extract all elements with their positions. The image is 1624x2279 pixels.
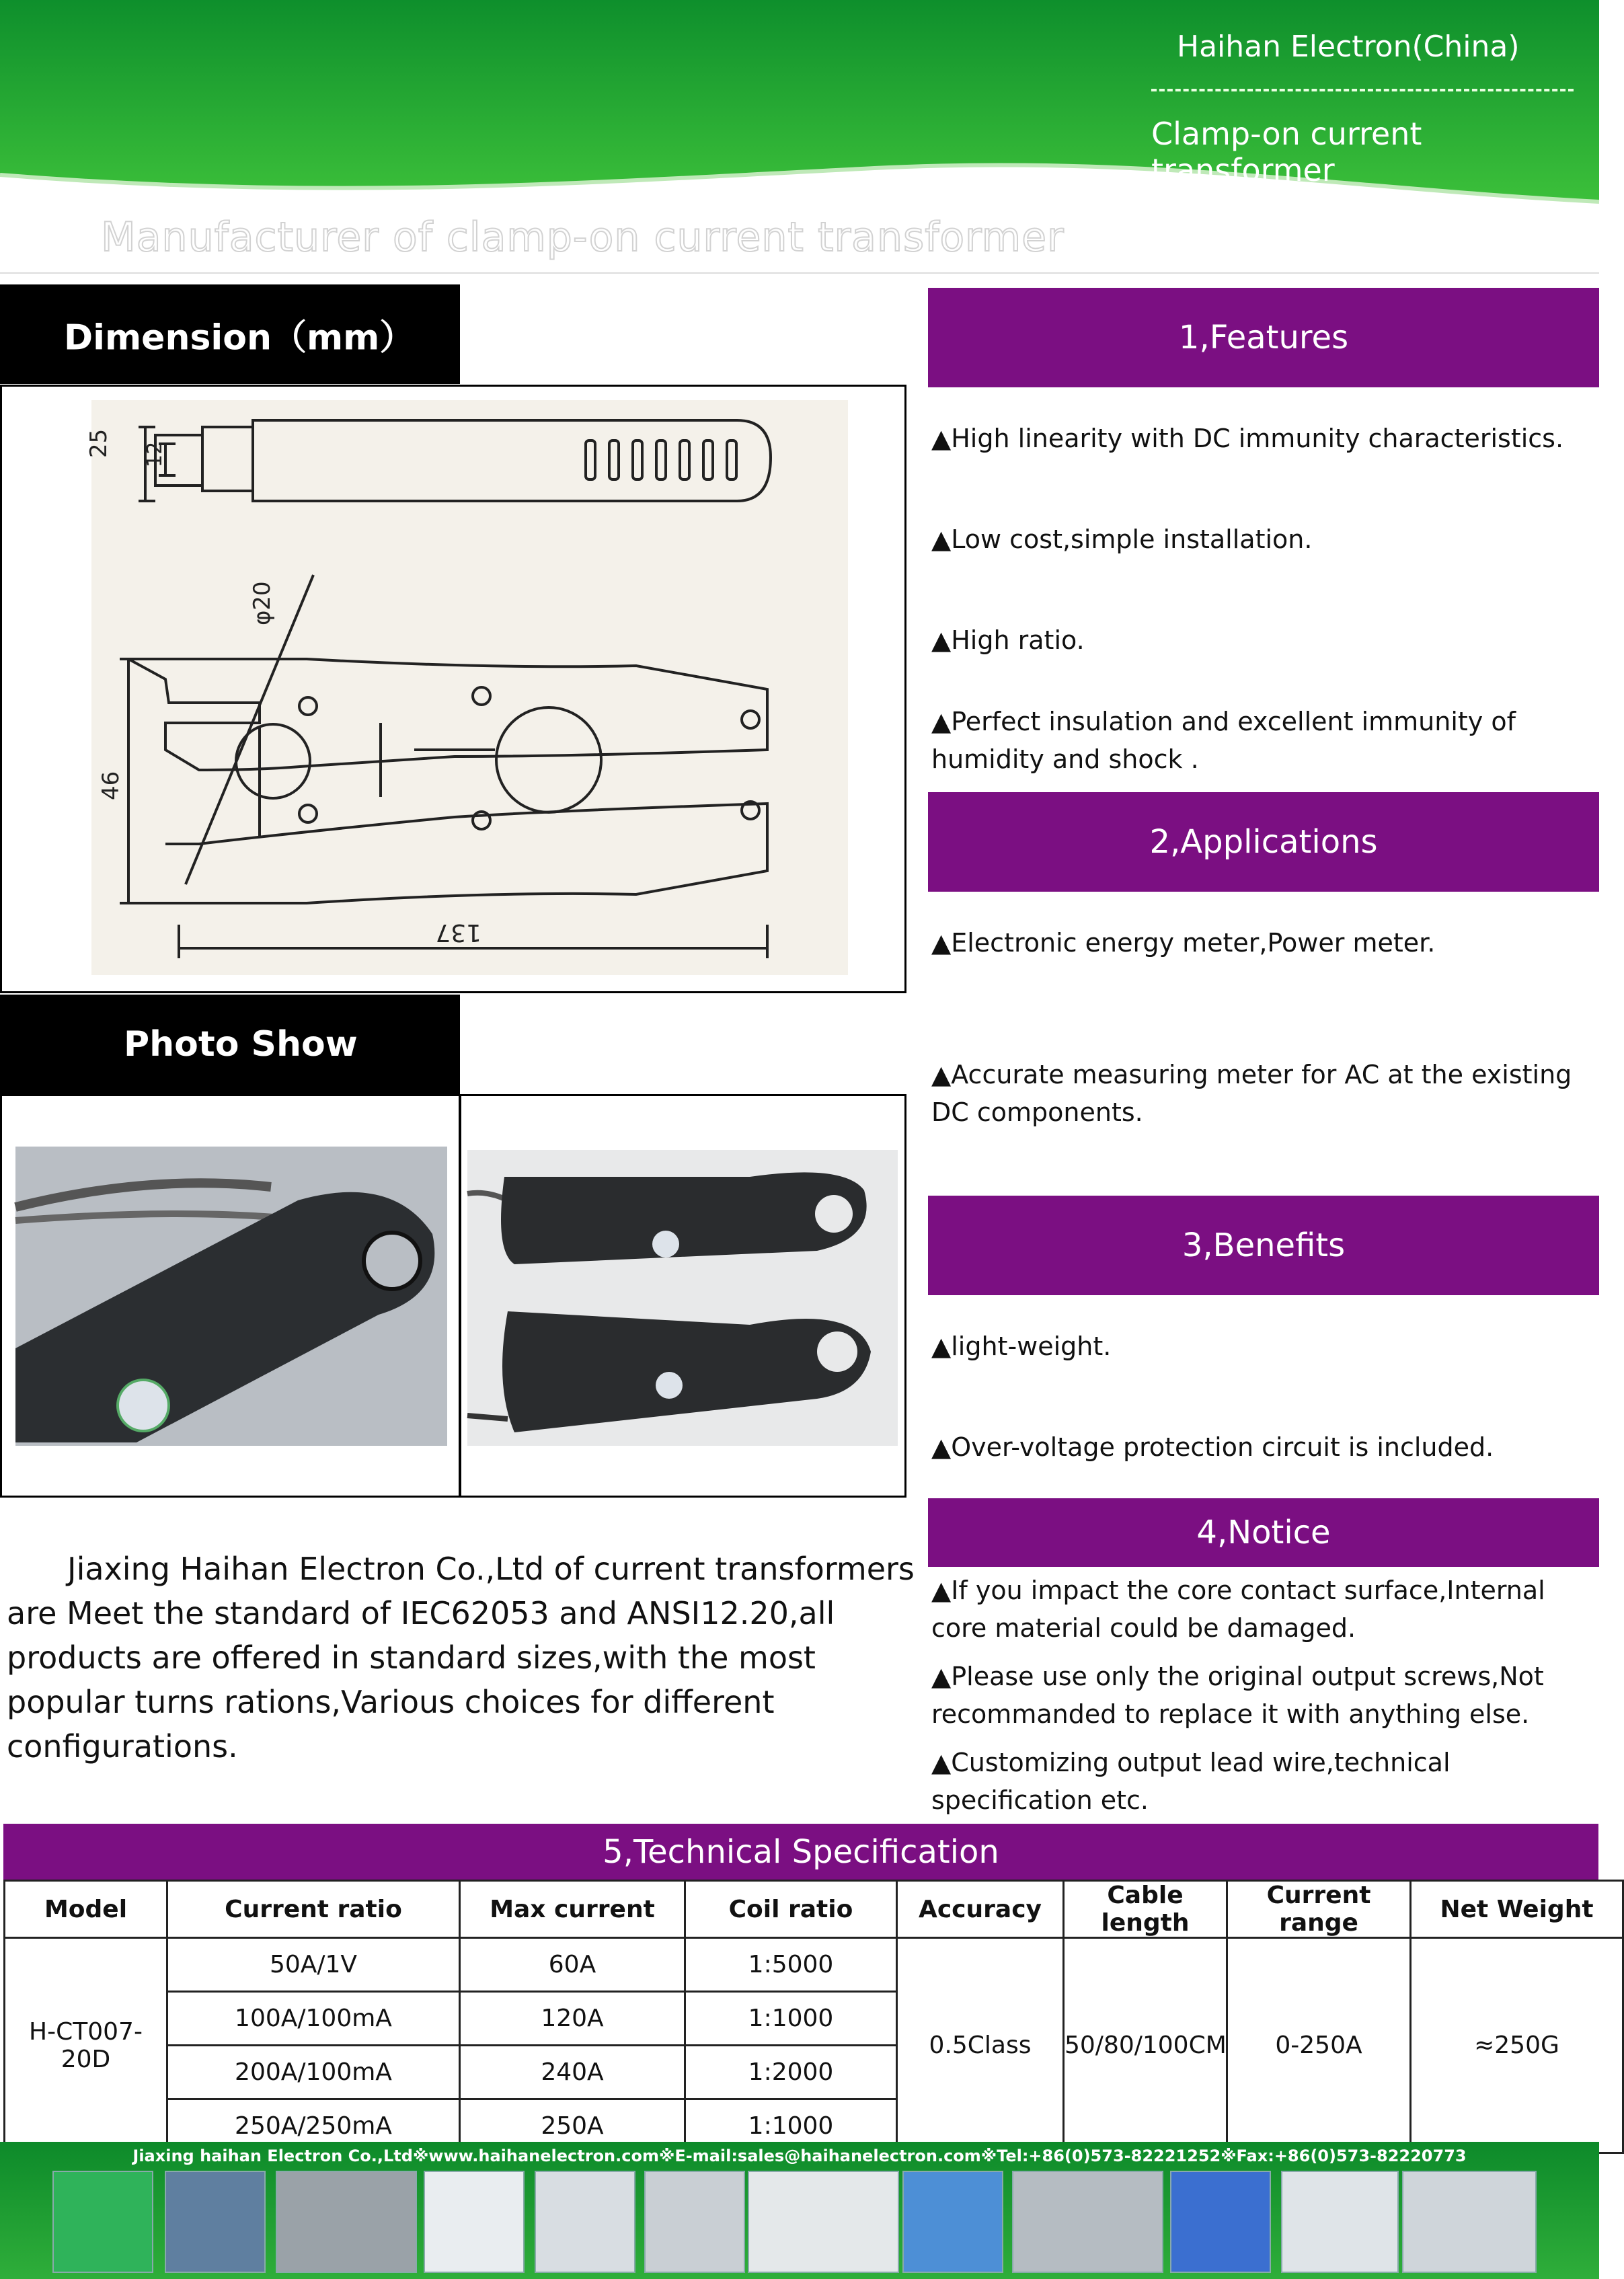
feature-item: ▲High linearity with DC immunity characteristics. xyxy=(931,424,1564,453)
product-thumbnail xyxy=(276,2171,417,2273)
footer-contact: Jiaxing haihan Electron Co.,Ltd※www.haihanelectron.com※E-mail:sales@haihanelectron.com※Tel:+86(0)573-82221252※Fax:+86(0)573-82220773 xyxy=(132,2147,1467,2165)
spec-heading: 5,Technical Specification xyxy=(3,1824,1598,1880)
current-ratio-cell: 200A/100mA xyxy=(167,2046,460,2099)
current-ratio-cell: 50A/1V xyxy=(167,1938,460,1992)
photo-heading: Photo Show xyxy=(0,995,460,1094)
benefits-heading: 3,Benefits xyxy=(928,1196,1599,1295)
col-cable-length: Cable length xyxy=(1064,1881,1227,1938)
product-thumbnail xyxy=(1170,2171,1271,2273)
col-accuracy: Accuracy xyxy=(897,1881,1064,1938)
net-weight-cell: ≈250G xyxy=(1411,1938,1623,2153)
dimension-drawing-frame xyxy=(0,385,906,993)
col-net-weight: Net Weight xyxy=(1411,1881,1623,1938)
product-thumbnail xyxy=(52,2171,153,2273)
col-max-current: Max current xyxy=(460,1881,685,1938)
company-name: Haihan Electron(China) xyxy=(1177,30,1520,64)
max-current-cell: 120A xyxy=(460,1992,685,2046)
current-ratio-cell: 250A/250mA xyxy=(167,2099,460,2153)
header-divider xyxy=(1151,89,1574,91)
col-coil-ratio: Coil ratio xyxy=(685,1881,897,1938)
clamp-photo-right xyxy=(467,1150,898,1446)
product-name: Clamp-on current transformer xyxy=(1151,116,1422,188)
dim-137-label: 137 xyxy=(435,919,481,946)
product-thumbnail xyxy=(424,2171,525,2273)
product-thumbnail xyxy=(644,2171,745,2273)
product-thumbnail xyxy=(535,2171,635,2273)
page-tagline: Manufacturer of clamp-on current transformer xyxy=(101,214,1065,261)
dim-12-label: 12 xyxy=(143,441,167,467)
photo-frame-left xyxy=(0,1094,461,1498)
company-intro: Jiaxing Haihan Electron Co.,Ltd of current transformers are Meet the standard of IEC62053 and ANSI12.20,all products are offered in standard sizes,with the most popular turns rations,Various choices for different configurations. xyxy=(7,1551,915,1765)
feature-item: ▲Low cost,simple installation. xyxy=(931,525,1313,554)
model-cell: H-CT007-20D xyxy=(5,1938,167,2153)
benefit-item: ▲light-weight. xyxy=(931,1331,1112,1361)
dim-20-label: φ20 xyxy=(249,581,276,625)
max-current-cell: 240A xyxy=(460,2046,685,2099)
dimension-heading: Dimension（mm） xyxy=(0,284,460,384)
dim-25-label: 25 xyxy=(85,428,112,458)
max-current-cell: 60A xyxy=(460,1938,685,1992)
dimension-drawing xyxy=(85,400,848,975)
notice-item: ▲Please use only the original output screws,Not recommanded to replace it with anything else. xyxy=(931,1662,1544,1729)
cable-length-cell: 50/80/100CM xyxy=(1064,1938,1227,2153)
application-item: ▲Accurate measuring meter for AC at the existing DC components. xyxy=(931,1060,1572,1127)
product-thumbnail xyxy=(165,2171,266,2273)
col-current-range: Current range xyxy=(1227,1881,1411,1938)
coil-ratio-cell: 1:2000 xyxy=(685,2046,897,2099)
current-ratio-cell: 100A/100mA xyxy=(167,1992,460,2046)
product-thumbnail xyxy=(748,2171,899,2273)
application-item: ▲Electronic energy meter,Power meter. xyxy=(931,928,1436,958)
coil-ratio-cell: 1:1000 xyxy=(685,1992,897,2046)
product-thumbnail xyxy=(902,2171,1003,2273)
current-range-cell: 0-250A xyxy=(1227,1938,1411,2153)
feature-item: ▲High ratio. xyxy=(931,625,1085,655)
dim-46-label: 46 xyxy=(98,771,124,800)
coil-ratio-cell: 1:1000 xyxy=(685,2099,897,2153)
notice-heading: 4,Notice xyxy=(928,1498,1599,1567)
table-row xyxy=(5,1938,1623,1992)
notice-item: ▲Customizing output lead wire,technical specification etc. xyxy=(931,1748,1451,1815)
product-thumbnail xyxy=(1281,2171,1399,2273)
clamp-photo-left xyxy=(15,1147,447,1446)
notice-item: ▲If you impact the core contact surface,Internal core material could be damaged. xyxy=(931,1576,1545,1643)
photo-frame-right xyxy=(459,1094,906,1498)
spec-table xyxy=(3,1880,1624,2154)
product-thumbnail xyxy=(1402,2171,1537,2273)
feature-item: ▲Perfect insulation and excellent immunity of humidity and shock . xyxy=(931,707,1516,774)
applications-heading: 2,Applications xyxy=(928,792,1599,892)
col-current-ratio: Current ratio xyxy=(167,1881,460,1938)
header-rule xyxy=(0,272,1599,274)
accuracy-cell: 0.5Class xyxy=(897,1938,1064,2153)
features-heading: 1,Features xyxy=(928,288,1599,387)
col-model: Model xyxy=(5,1881,167,1938)
coil-ratio-cell: 1:5000 xyxy=(685,1938,897,1992)
product-thumbnail xyxy=(1012,2171,1163,2273)
max-current-cell: 250A xyxy=(460,2099,685,2153)
benefit-item: ▲Over-voltage protection circuit is included. xyxy=(931,1432,1494,1462)
